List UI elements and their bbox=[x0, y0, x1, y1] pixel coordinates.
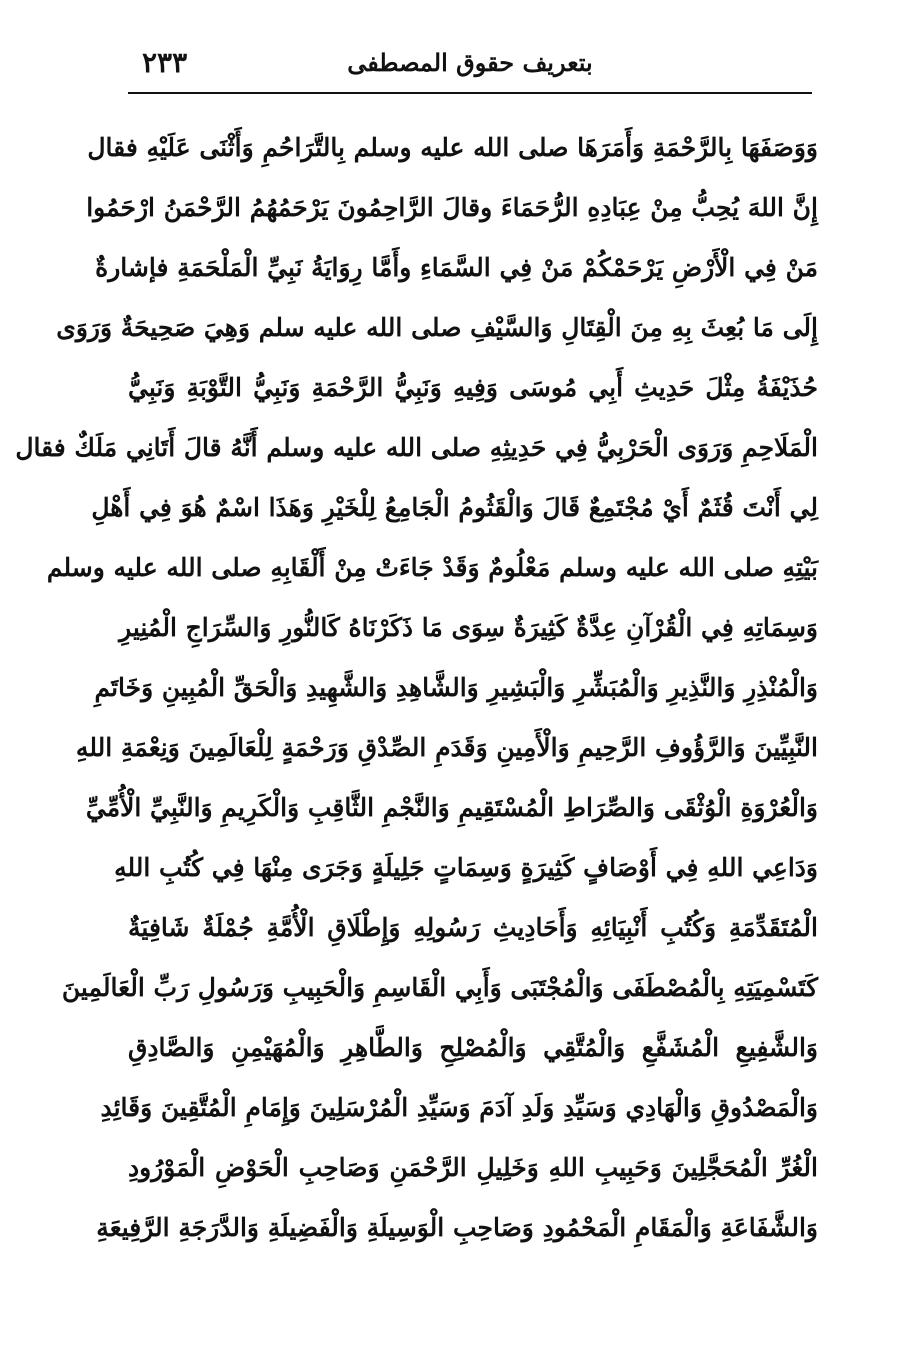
text-line: وَالْمُنْذِرِ وَالنَّذِيرِ وَالْمُبَشِّرِ وَالْبَشِيرِ وَالشَّاهِدِ وَالشَّهِيدِ وَالْحَقِّ الْمُبِينِ وَخَاتَمِ bbox=[94, 673, 818, 702]
text-line: وَالْعُرْوَةِ الْوُثْقَى وَالصِّرَاطِ الْمُسْتَقِيمِ وَالنَّجْمِ الثَّاقِبِ وَالْكَرِيمِ وَالنَّبِيِّ الْأُمِّيِّ bbox=[85, 793, 818, 822]
running-title: بتعريف حقوق المصطفى bbox=[347, 48, 593, 77]
text-line: وَسِمَاتِهِ فِي الْقُرْآنِ عِدَّةٌ كَثِيرَةٌ سِوَى مَا ذَكَرْنَاهُ كَالنُّورِ وَالسِّرَاجِ الْمُنِيرِ bbox=[119, 613, 818, 642]
text-line: بَيْتِهِ صلى الله عليه وسلم مَعْلُومٌ وَقَدْ جَاءَتْ مِنْ أَلْقَابِهِ صلى الله عليه وسلم bbox=[46, 553, 818, 582]
text-line: وَدَاعِي اللهِ فِي أَوْصَافٍ كَثِيرَةٍ وَسِمَاتٍ جَلِيلَةٍ وَجَرَى مِنْهَا فِي كُتُبِ اللهِ bbox=[114, 853, 818, 882]
text-line: وَالْمَصْدُوقِ وَالْهَادِي وَسَيِّدِ وَلَدِ آدَمَ وَسَيِّدِ الْمُرْسَلِينَ وَإِمَامِ الْمُتَّقِينَ وَقَائِدِ bbox=[100, 1093, 818, 1122]
text-line: لِي أَنْتَ قُثَمٌ أَيْ مُجْتَمِعٌ قَالَ وَالْقَثُومُ الْجَامِعُ لِلْخَيْرِ وَهَذَا اسْمٌ هُوَ فِي أَهْلِ bbox=[91, 493, 818, 522]
text-line: وَالشَّفَاعَةِ وَالْمَقَامِ الْمَحْمُودِ وَصَاحِبِ الْوَسِيلَةِ وَالْفَضِيلَةِ وَالدَّرَجَةِ الرَّفِيعَةِ bbox=[96, 1213, 818, 1242]
text-line: الْمُتَقَدِّمَةِ وَكُتُبِ أَنْبِيَائِهِ وَأَحَادِيثِ رَسُولِهِ وَإِطْلَاقِ الْأُمَّةِ جُمْلَةٌ شَافِيَةٌ bbox=[128, 913, 818, 942]
text-line: النَّبِيِّينَ وَالرَّؤُوفِ الرَّحِيمِ وَالْأَمِينِ وَقَدَمِ الصِّدْقِ وَرَحْمَةٍ لِلْعَالَمِينَ وَنِعْمَةِ اللهِ bbox=[75, 733, 818, 762]
text-line: وَوَصَفَهَا بِالرَّحْمَةِ وَأَمَرَهَا صلى الله عليه وسلم بِالتَّرَاحُمِ وَأَثْنَى عَلَيْهِ فقال bbox=[87, 133, 818, 162]
text-line: حُذَيْفَةُ مِثْلَ حَدِيثِ أَبِي مُوسَى وَفِيهِ وَنَبِيُّ الرَّحْمَةِ وَنَبِيُّ التَّوْبَةِ وَنَبِيُّ bbox=[128, 373, 818, 402]
text-line: الْمَلَاحِمِ وَرَوَى الْحَرْبِيُّ فِي حَدِيثِهِ صلى الله عليه وسلم أَنَّهُ قالَ أَتَانِي مَلَكٌ فقال bbox=[15, 433, 818, 462]
page-number: ٢٣٣ bbox=[142, 46, 188, 79]
page-header bbox=[128, 40, 812, 90]
header-rule bbox=[128, 92, 812, 94]
text-line: مَنْ فِي الْأَرْضِ يَرْحَمْكُمْ مَنْ فِي السَّمَاءِ وأَمَّا رِوَايَةُ نَبِيِّ الْمَلْحَمَةِ فإشارةٌ bbox=[95, 253, 818, 282]
text-line: كَتَسْمِيَتِهِ بِالْمُصْطَفَى وَالْمُجْتَبَى وَأَبِي الْقَاسِمِ وَالْحَبِيبِ وَرَسُولِ رَبِّ الْعَالَمِينَ bbox=[61, 973, 818, 1002]
text-line: إِنَّ اللهَ يُحِبُّ مِنْ عِبَادِهِ الرُّحَمَاءَ وقالَ الرَّاحِمُونَ يَرْحَمُهُمُ الرَّحْمَنُ ارْحَمُوا bbox=[86, 193, 818, 222]
text-line: وَالشَّفِيعِ الْمُشَفَّعِ وَالْمُتَّقِي وَالْمُصْلِحِ وَالطَّاهِرِ وَالْمُهَيْمِنِ وَالصَّادِقِ bbox=[128, 1033, 818, 1062]
body-text bbox=[15, 118, 818, 1258]
text-line: إِلَى مَا بُعِثَ بِهِ مِنَ الْقِتَالِ وَالسَّيْفِ صلى الله عليه سلم وَهِيَ صَحِيحَةٌ وَرَوَى bbox=[56, 313, 818, 342]
text-line: الْغُرِّ الْمُحَجَّلِينَ وَحَبِيبِ اللهِ وَخَلِيلِ الرَّحْمَنِ وَصَاحِبِ الْحَوْضِ الْمَوْرُودِ bbox=[128, 1153, 818, 1182]
